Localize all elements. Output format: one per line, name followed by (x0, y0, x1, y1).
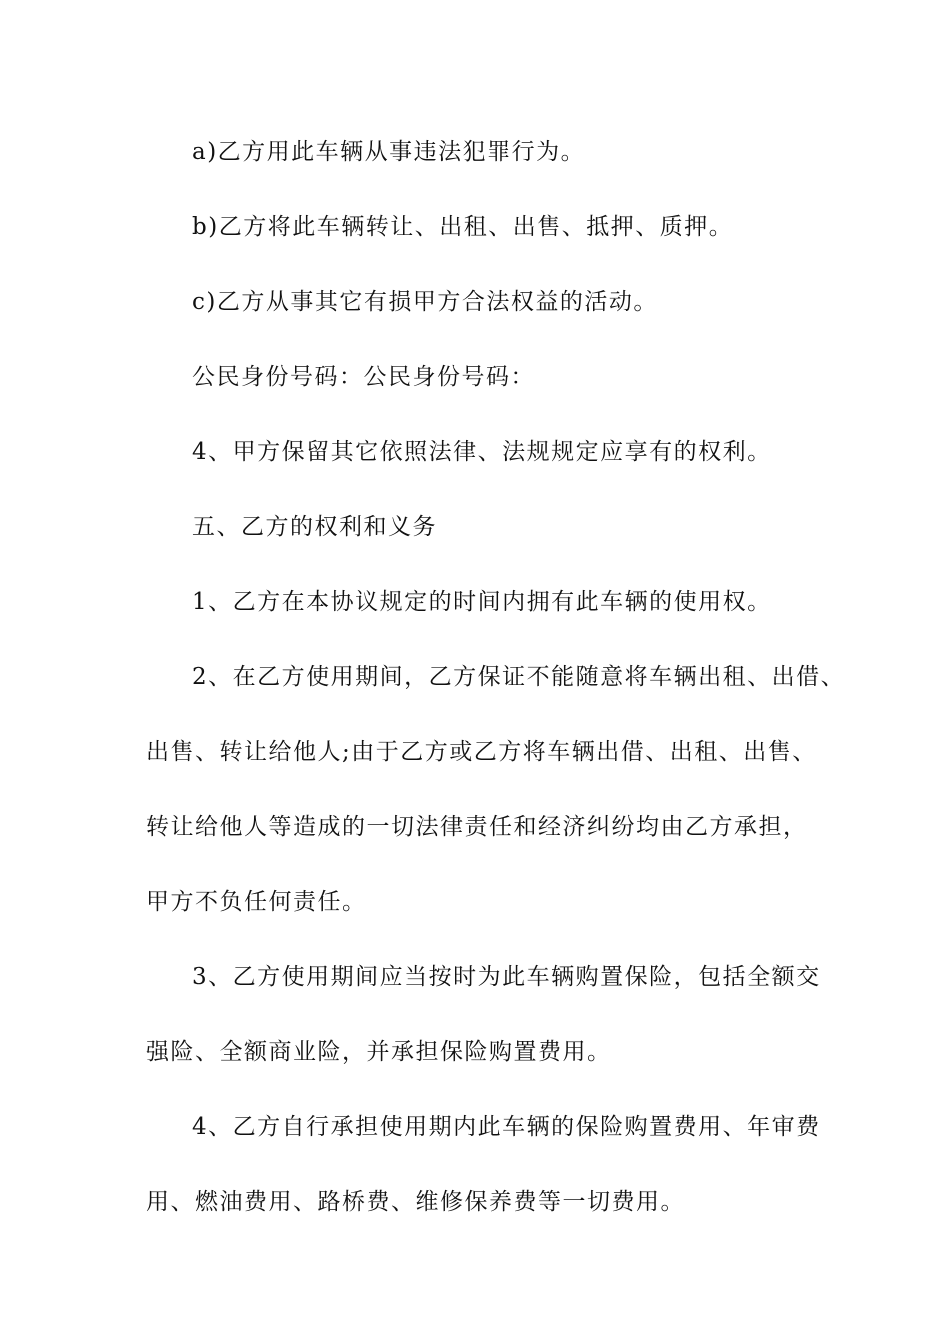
clause-1-line: 1、乙方在本协议规定的时间内拥有此车辆的使用权。 (192, 589, 772, 615)
clause-2-line-1: 2、在乙方使用期间，乙方保证不能随意将车辆出租、出借、 (192, 664, 846, 690)
clause-3-line-2: 强险、全额商业险，并承担保险购置费用。 (146, 1039, 612, 1065)
clause-4-party-b-line-1: 4、乙方自行承担使用期内此车辆的保险购置费用、年审费 (192, 1114, 821, 1140)
clause-2-line-3: 转让给他人等造成的一切法律责任和经济纠纷均由乙方承担， (146, 814, 808, 840)
clause-4-party-b-line-2: 用、燃油费用、路桥费、维修保养费等一切费用。 (146, 1189, 685, 1215)
clause-2-line-2: 出售、转让给他人;由于乙方或乙方将车辆出借、出租、出售、 (146, 739, 817, 765)
clause-c-line: c)乙方从事其它有损甲方合法权益的活动。 (192, 289, 658, 315)
clause-2-line-4: 甲方不负任何责任。 (146, 889, 367, 915)
clause-b-line: b)乙方将此车辆转让、出租、出售、抵押、质押。 (192, 214, 734, 240)
clause-a-line: a)乙方用此车辆从事违法犯罪行为。 (192, 139, 586, 165)
clause-3-line-1: 3、乙方使用期间应当按时为此车辆购置保险，包括全额交 (192, 964, 821, 990)
id-number-line: 公民身份号码：公民身份号码： (192, 364, 535, 390)
section-5-heading: 五、乙方的权利和义务 (192, 514, 437, 540)
clause-4-party-a-line: 4、甲方保留其它依照法律、法规规定应享有的权利。 (192, 439, 772, 465)
